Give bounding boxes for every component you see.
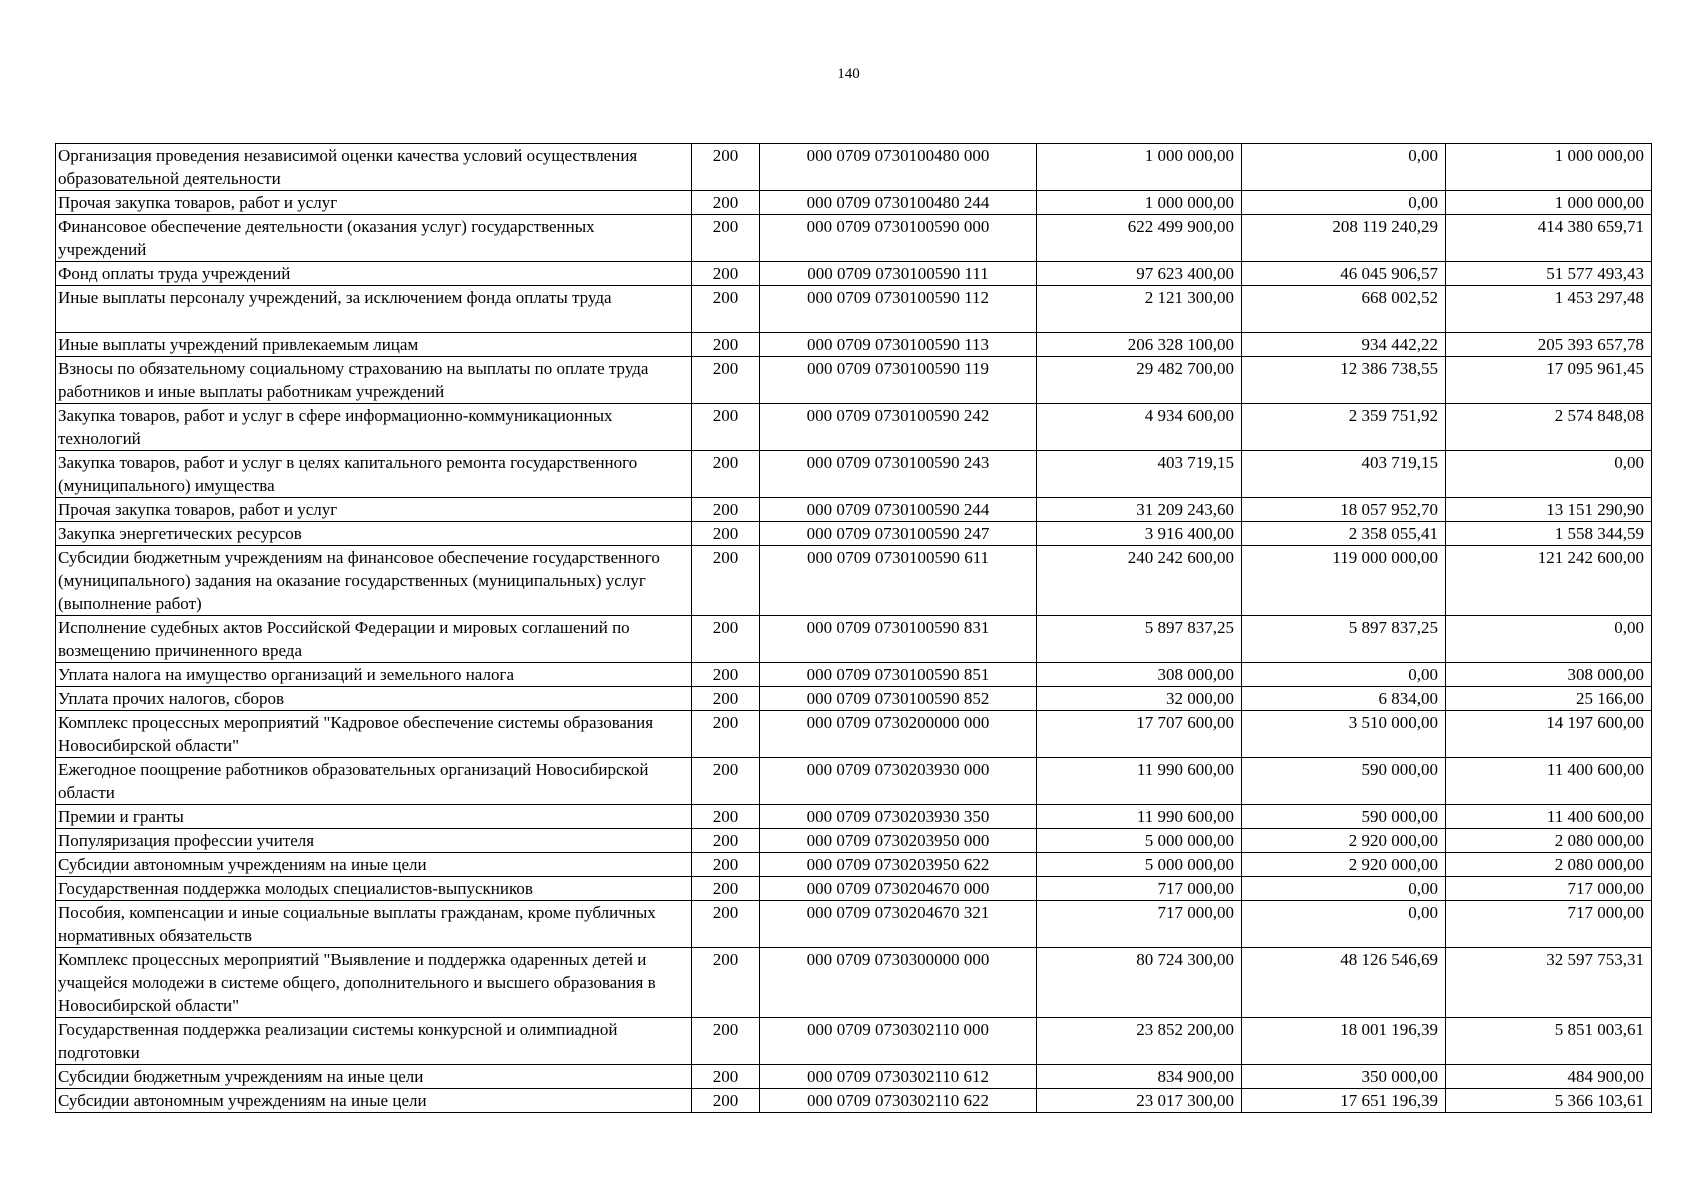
row-classification-cell: 000 0709 0730100590 242	[760, 404, 1037, 451]
table-row	[56, 1065, 1652, 1089]
row-name-cell: Организация проведения независимой оценки качества условий осуществления образовательной деятельности	[56, 144, 692, 191]
table-row	[56, 616, 1652, 663]
row-classification-cell: 000 0709 0730203930 000	[760, 758, 1037, 805]
row-executed-cell: 2 920 000,00	[1242, 829, 1446, 853]
row-assigned-cell: 3 916 400,00	[1037, 522, 1242, 546]
table-row	[56, 191, 1652, 215]
row-code-cell: 200	[692, 1065, 760, 1089]
row-executed-cell: 0,00	[1242, 144, 1446, 191]
row-name-cell: Комплекс процессных мероприятий "Выявление и поддержка одаренных детей и учащейся молодежи в системе общего, дополнительного и высшего образования в Новосибирской области"	[56, 948, 692, 1018]
table-row	[56, 711, 1652, 758]
row-code-cell: 200	[692, 404, 760, 451]
row-name-cell: Прочая закупка товаров, работ и услуг	[56, 191, 692, 215]
row-unexecuted-cell: 0,00	[1446, 616, 1652, 663]
row-unexecuted-cell: 414 380 659,71	[1446, 215, 1652, 262]
row-code-cell: 200	[692, 853, 760, 877]
row-executed-cell: 18 001 196,39	[1242, 1018, 1446, 1065]
row-executed-cell: 48 126 546,69	[1242, 948, 1446, 1018]
table-row	[56, 758, 1652, 805]
row-executed-cell: 18 057 952,70	[1242, 498, 1446, 522]
row-executed-cell: 0,00	[1242, 191, 1446, 215]
row-name-cell: Субсидии бюджетным учреждениям на финансовое обеспечение государственного (муниципального) задания на оказание государственных (муниципальных) услуг (выполнение работ)	[56, 546, 692, 616]
row-name-cell: Иные выплаты персоналу учреждений, за исключением фонда оплаты труда	[56, 286, 692, 333]
row-executed-cell: 5 897 837,25	[1242, 616, 1446, 663]
row-executed-cell: 46 045 906,57	[1242, 262, 1446, 286]
row-unexecuted-cell: 484 900,00	[1446, 1065, 1652, 1089]
row-classification-cell: 000 0709 0730204670 321	[760, 901, 1037, 948]
row-unexecuted-cell: 5 851 003,61	[1446, 1018, 1652, 1065]
row-name-cell: Закупка товаров, работ и услуг в сфере информационно-коммуникационных технологий	[56, 404, 692, 451]
row-code-cell: 200	[692, 262, 760, 286]
row-executed-cell: 590 000,00	[1242, 758, 1446, 805]
row-name-cell: Премии и гранты	[56, 805, 692, 829]
row-name-cell: Закупка энергетических ресурсов	[56, 522, 692, 546]
row-unexecuted-cell: 2 080 000,00	[1446, 829, 1652, 853]
row-classification-cell: 000 0709 0730100480 000	[760, 144, 1037, 191]
row-assigned-cell: 622 499 900,00	[1037, 215, 1242, 262]
row-classification-cell: 000 0709 0730100480 244	[760, 191, 1037, 215]
row-executed-cell: 208 119 240,29	[1242, 215, 1446, 262]
row-assigned-cell: 717 000,00	[1037, 901, 1242, 948]
row-assigned-cell: 4 934 600,00	[1037, 404, 1242, 451]
row-classification-cell: 000 0709 0730302110 000	[760, 1018, 1037, 1065]
row-unexecuted-cell: 5 366 103,61	[1446, 1089, 1652, 1113]
row-unexecuted-cell: 2 080 000,00	[1446, 853, 1652, 877]
row-assigned-cell: 97 623 400,00	[1037, 262, 1242, 286]
row-code-cell: 200	[692, 877, 760, 901]
row-assigned-cell: 32 000,00	[1037, 687, 1242, 711]
row-assigned-cell: 834 900,00	[1037, 1065, 1242, 1089]
row-classification-cell: 000 0709 0730100590 000	[760, 215, 1037, 262]
row-name-cell: Закупка товаров, работ и услуг в целях капитального ремонта государственного (муниципального) имущества	[56, 451, 692, 498]
row-code-cell: 200	[692, 1089, 760, 1113]
row-assigned-cell: 23 852 200,00	[1037, 1018, 1242, 1065]
row-executed-cell: 0,00	[1242, 877, 1446, 901]
row-name-cell: Прочая закупка товаров, работ и услуг	[56, 498, 692, 522]
budget-table	[55, 143, 1652, 1113]
table-row	[56, 144, 1652, 191]
row-name-cell: Субсидии бюджетным учреждениям на иные цели	[56, 1065, 692, 1089]
row-assigned-cell: 11 990 600,00	[1037, 758, 1242, 805]
row-name-cell: Уплата прочих налогов, сборов	[56, 687, 692, 711]
row-code-cell: 200	[692, 616, 760, 663]
row-name-cell: Государственная поддержка молодых специалистов-выпускников	[56, 877, 692, 901]
row-classification-cell: 000 0709 0730100590 111	[760, 262, 1037, 286]
row-unexecuted-cell: 205 393 657,78	[1446, 333, 1652, 357]
row-code-cell: 200	[692, 333, 760, 357]
row-classification-cell: 000 0709 0730100590 611	[760, 546, 1037, 616]
table-row	[56, 1018, 1652, 1065]
row-classification-cell: 000 0709 0730300000 000	[760, 948, 1037, 1018]
row-assigned-cell: 1 000 000,00	[1037, 144, 1242, 191]
row-name-cell: Уплата налога на имущество организаций и земельного налога	[56, 663, 692, 687]
row-executed-cell: 2 358 055,41	[1242, 522, 1446, 546]
row-unexecuted-cell: 13 151 290,90	[1446, 498, 1652, 522]
row-unexecuted-cell: 51 577 493,43	[1446, 262, 1652, 286]
row-code-cell: 200	[692, 663, 760, 687]
row-unexecuted-cell: 717 000,00	[1446, 901, 1652, 948]
table-row	[56, 451, 1652, 498]
row-name-cell: Финансовое обеспечение деятельности (оказания услуг) государственных учреждений	[56, 215, 692, 262]
row-executed-cell: 0,00	[1242, 901, 1446, 948]
row-unexecuted-cell: 2 574 848,08	[1446, 404, 1652, 451]
row-classification-cell: 000 0709 0730100590 851	[760, 663, 1037, 687]
row-code-cell: 200	[692, 687, 760, 711]
row-assigned-cell: 1 000 000,00	[1037, 191, 1242, 215]
row-code-cell: 200	[692, 498, 760, 522]
row-code-cell: 200	[692, 522, 760, 546]
row-assigned-cell: 29 482 700,00	[1037, 357, 1242, 404]
row-unexecuted-cell: 308 000,00	[1446, 663, 1652, 687]
row-executed-cell: 0,00	[1242, 663, 1446, 687]
row-name-cell: Исполнение судебных актов Российской Федерации и мировых соглашений по возмещению причиненного вреда	[56, 616, 692, 663]
row-code-cell: 200	[692, 191, 760, 215]
row-unexecuted-cell: 717 000,00	[1446, 877, 1652, 901]
table-row	[56, 357, 1652, 404]
row-executed-cell: 12 386 738,55	[1242, 357, 1446, 404]
row-assigned-cell: 308 000,00	[1037, 663, 1242, 687]
row-assigned-cell: 31 209 243,60	[1037, 498, 1242, 522]
row-code-cell: 200	[692, 948, 760, 1018]
row-assigned-cell: 2 121 300,00	[1037, 286, 1242, 333]
table-row	[56, 877, 1652, 901]
row-classification-cell: 000 0709 0730302110 622	[760, 1089, 1037, 1113]
row-executed-cell: 6 834,00	[1242, 687, 1446, 711]
budget-table-body	[56, 144, 1652, 1113]
row-name-cell: Взносы по обязательному социальному страхованию на выплаты по оплате труда работников и иные выплаты работникам учреждений	[56, 357, 692, 404]
row-unexecuted-cell: 1 558 344,59	[1446, 522, 1652, 546]
row-classification-cell: 000 0709 0730203950 622	[760, 853, 1037, 877]
table-row	[56, 262, 1652, 286]
row-classification-cell: 000 0709 0730100590 243	[760, 451, 1037, 498]
row-name-cell: Субсидии автономным учреждениям на иные цели	[56, 853, 692, 877]
row-executed-cell: 668 002,52	[1242, 286, 1446, 333]
row-assigned-cell: 11 990 600,00	[1037, 805, 1242, 829]
row-unexecuted-cell: 11 400 600,00	[1446, 805, 1652, 829]
row-classification-cell: 000 0709 0730100590 247	[760, 522, 1037, 546]
row-assigned-cell: 717 000,00	[1037, 877, 1242, 901]
table-row	[56, 948, 1652, 1018]
row-executed-cell: 590 000,00	[1242, 805, 1446, 829]
row-assigned-cell: 17 707 600,00	[1037, 711, 1242, 758]
row-unexecuted-cell: 1 000 000,00	[1446, 191, 1652, 215]
table-row	[56, 546, 1652, 616]
row-name-cell: Ежегодное поощрение работников образовательных организаций Новосибирской области	[56, 758, 692, 805]
row-executed-cell: 403 719,15	[1242, 451, 1446, 498]
row-executed-cell: 2 359 751,92	[1242, 404, 1446, 451]
row-classification-cell: 000 0709 0730100590 112	[760, 286, 1037, 333]
row-executed-cell: 17 651 196,39	[1242, 1089, 1446, 1113]
row-unexecuted-cell: 14 197 600,00	[1446, 711, 1652, 758]
row-classification-cell: 000 0709 0730200000 000	[760, 711, 1037, 758]
row-unexecuted-cell: 25 166,00	[1446, 687, 1652, 711]
table-row	[56, 829, 1652, 853]
table-row	[56, 901, 1652, 948]
row-executed-cell: 119 000 000,00	[1242, 546, 1446, 616]
row-code-cell: 200	[692, 215, 760, 262]
row-name-cell: Субсидии автономным учреждениям на иные цели	[56, 1089, 692, 1113]
row-name-cell: Популяризация профессии учителя	[56, 829, 692, 853]
table-row	[56, 663, 1652, 687]
row-classification-cell: 000 0709 0730302110 612	[760, 1065, 1037, 1089]
row-unexecuted-cell: 32 597 753,31	[1446, 948, 1652, 1018]
row-assigned-cell: 5 000 000,00	[1037, 829, 1242, 853]
row-executed-cell: 3 510 000,00	[1242, 711, 1446, 758]
row-assigned-cell: 80 724 300,00	[1037, 948, 1242, 1018]
row-executed-cell: 350 000,00	[1242, 1065, 1446, 1089]
row-unexecuted-cell: 121 242 600,00	[1446, 546, 1652, 616]
row-code-cell: 200	[692, 901, 760, 948]
row-code-cell: 200	[692, 711, 760, 758]
row-classification-cell: 000 0709 0730100590 852	[760, 687, 1037, 711]
row-executed-cell: 934 442,22	[1242, 333, 1446, 357]
row-code-cell: 200	[692, 451, 760, 498]
row-unexecuted-cell: 1 453 297,48	[1446, 286, 1652, 333]
table-row	[56, 853, 1652, 877]
row-classification-cell: 000 0709 0730100590 113	[760, 333, 1037, 357]
table-row	[56, 286, 1652, 333]
table-row	[56, 498, 1652, 522]
table-row	[56, 404, 1652, 451]
row-assigned-cell: 23 017 300,00	[1037, 1089, 1242, 1113]
table-row	[56, 333, 1652, 357]
row-name-cell: Комплекс процессных мероприятий "Кадровое обеспечение системы образования Новосибирской области"	[56, 711, 692, 758]
row-classification-cell: 000 0709 0730100590 119	[760, 357, 1037, 404]
row-assigned-cell: 5 897 837,25	[1037, 616, 1242, 663]
row-unexecuted-cell: 17 095 961,45	[1446, 357, 1652, 404]
row-assigned-cell: 5 000 000,00	[1037, 853, 1242, 877]
row-assigned-cell: 206 328 100,00	[1037, 333, 1242, 357]
row-unexecuted-cell: 11 400 600,00	[1446, 758, 1652, 805]
table-row	[56, 1089, 1652, 1113]
row-code-cell: 200	[692, 357, 760, 404]
table-row	[56, 522, 1652, 546]
row-code-cell: 200	[692, 1018, 760, 1065]
row-classification-cell: 000 0709 0730100590 831	[760, 616, 1037, 663]
row-code-cell: 200	[692, 805, 760, 829]
row-assigned-cell: 403 719,15	[1037, 451, 1242, 498]
row-code-cell: 200	[692, 829, 760, 853]
table-row	[56, 687, 1652, 711]
row-assigned-cell: 240 242 600,00	[1037, 546, 1242, 616]
row-code-cell: 200	[692, 144, 760, 191]
row-classification-cell: 000 0709 0730203930 350	[760, 805, 1037, 829]
row-classification-cell: 000 0709 0730100590 244	[760, 498, 1037, 522]
row-name-cell: Пособия, компенсации и иные социальные выплаты гражданам, кроме публичных нормативных обязательств	[56, 901, 692, 948]
row-code-cell: 200	[692, 758, 760, 805]
row-classification-cell: 000 0709 0730203950 000	[760, 829, 1037, 853]
row-name-cell: Государственная поддержка реализации системы конкурсной и олимпиадной подготовки	[56, 1018, 692, 1065]
row-code-cell: 200	[692, 546, 760, 616]
row-unexecuted-cell: 0,00	[1446, 451, 1652, 498]
table-row	[56, 215, 1652, 262]
row-unexecuted-cell: 1 000 000,00	[1446, 144, 1652, 191]
budget-table-container	[55, 143, 1651, 1113]
row-classification-cell: 000 0709 0730204670 000	[760, 877, 1037, 901]
row-name-cell: Фонд оплаты труда учреждений	[56, 262, 692, 286]
row-code-cell: 200	[692, 286, 760, 333]
row-executed-cell: 2 920 000,00	[1242, 853, 1446, 877]
page-number: 140	[837, 66, 860, 82]
row-name-cell: Иные выплаты учреждений привлекаемым лицам	[56, 333, 692, 357]
table-row	[56, 805, 1652, 829]
